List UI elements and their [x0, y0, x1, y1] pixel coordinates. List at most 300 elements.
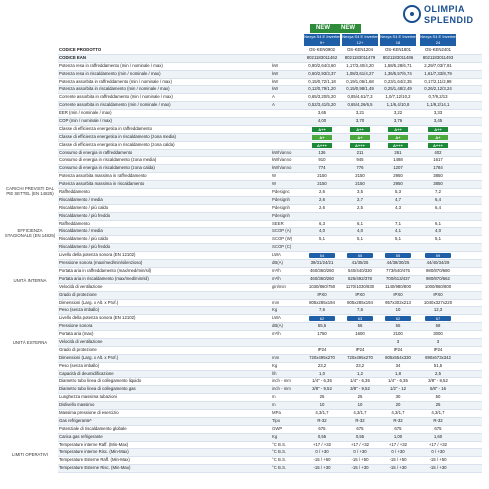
spec-label: COP (min / nominale / max)	[59, 118, 112, 124]
spec-value: 1,1/6,4/10,8	[386, 102, 410, 108]
spec-value: 211	[356, 149, 364, 155]
spec-row	[58, 150, 482, 158]
spec-value: 6,4	[435, 204, 441, 210]
spec-unit: SCOP (C)	[272, 244, 292, 250]
spec-value: 8021183011462	[306, 54, 338, 60]
spec-row	[58, 228, 482, 236]
spec-value: 1,2	[357, 370, 363, 376]
spec-row	[58, 110, 482, 118]
spec-unit: m³/h	[272, 331, 281, 337]
spec-row	[58, 402, 482, 410]
spec-label: Diametro tubo linea di collegamento liquido	[59, 378, 142, 384]
spec-value: 3,21	[355, 110, 365, 116]
spec-label: Raffreddamento	[59, 220, 90, 226]
spec-value: 6,1	[435, 220, 441, 226]
spec-value: 3	[396, 338, 400, 344]
sound-level-badge: 54	[309, 253, 335, 258]
model-header-2: Nexya S4 E Inverter 12+	[342, 34, 378, 45]
spec-value: 0,55	[355, 433, 365, 439]
spec-value	[342, 126, 378, 134]
spec-row	[58, 410, 482, 418]
spec-label: Potenza resa in raffreddamento (min / nominale / max)	[59, 62, 163, 68]
spec-value: 1/4" - 6,35	[350, 378, 370, 384]
spec-unit: inch - mm	[272, 378, 291, 384]
spec-value: R-32	[355, 417, 365, 423]
spec-value: 3,65	[317, 110, 327, 116]
spec-value	[420, 315, 456, 323]
spec-value: 20	[395, 402, 401, 408]
spec-value: 805x554x330	[385, 354, 411, 360]
spec-value: 774	[318, 165, 326, 171]
energy-class-badge: A+++	[388, 143, 408, 148]
spec-value: 4,3/1,7	[431, 409, 445, 415]
spec-value: 1/4" - 6,35	[312, 378, 332, 384]
spec-row	[58, 449, 482, 457]
section-label-carichi: CARICHI PREVISTI DAL PIE SETTEL (EN 14825)	[6, 186, 54, 196]
energy-class-badge: A+	[388, 135, 408, 140]
spec-label: Dimensioni (Larg. x Alt. x Prof.)	[59, 354, 119, 360]
spec-row	[58, 331, 482, 339]
spec-unit: GWP	[272, 425, 283, 431]
sound-level-badge: 63	[347, 316, 373, 321]
spec-label: Portata aria (max)	[59, 331, 94, 337]
spec-row	[58, 157, 482, 165]
spec-value: 261	[394, 149, 402, 155]
energy-class-badge: A++	[350, 127, 370, 132]
section-label-efficienza: EFFICIENZA STAGIONALE (EN 14825)	[4, 228, 56, 238]
spec-value: 3	[436, 338, 440, 344]
spec-value	[380, 142, 416, 150]
spec-unit: Kg	[272, 433, 278, 439]
spec-label: Consumo di energia in raffreddamento	[59, 149, 133, 155]
spec-unit: inch - mm	[272, 386, 291, 392]
spec-row	[58, 142, 482, 150]
spec-row	[58, 79, 482, 87]
spec-row	[58, 71, 482, 79]
spec-value	[342, 142, 378, 150]
spec-row	[58, 181, 482, 189]
spec-value: 805x285x194	[309, 299, 335, 305]
spec-value: 1784	[433, 165, 443, 171]
spec-unit: SCOP (A)	[272, 228, 292, 234]
spec-row	[58, 363, 482, 371]
spec-value: 25	[435, 402, 441, 408]
spec-value: 5,1	[435, 236, 441, 242]
spec-value: 2,5	[357, 204, 363, 210]
spec-value: 0 / +30	[431, 449, 445, 455]
spec-value: 1000/860/800	[424, 283, 452, 289]
spec-value: 0,65/4,26/6,5	[347, 102, 373, 108]
spec-label: Portata aria in riscaldamento (max/med/min/sil)	[59, 275, 149, 281]
spec-value: 2150	[355, 173, 365, 179]
spec-label: Temperature interne Raff. (Min-Max)	[59, 441, 129, 447]
spec-unit: °C B.S.	[272, 457, 287, 463]
spec-value: 1750	[317, 331, 327, 337]
spec-value: 2950	[393, 173, 403, 179]
spec-value: 39/31/24/21	[310, 260, 334, 266]
spec-label: Potenza assorbita in raffreddamento (min / nominale / max)	[59, 78, 172, 84]
spec-value: 4,3/1,7	[353, 409, 367, 415]
spec-unit: m³/h	[272, 275, 281, 281]
spec-row	[58, 173, 482, 181]
spec-unit: kW	[272, 62, 279, 68]
spec-unit: Pdesignh	[272, 212, 290, 218]
spec-unit: l/h	[272, 370, 277, 376]
spec-unit: SCOP (W)	[272, 236, 293, 242]
spec-value: 1,00	[393, 433, 403, 439]
spec-value: 773/640/475	[386, 267, 410, 273]
spec-value: 4,0	[319, 228, 325, 234]
spec-row	[58, 284, 482, 292]
spec-label: Temperature Esterne Raff. (Min-Max)	[59, 457, 130, 463]
spec-value: 1488	[393, 157, 403, 163]
spec-row	[58, 307, 482, 315]
spec-label: Pressione sonora	[59, 323, 93, 329]
spec-label: Classe di efficienza energetica in riscaldamento (zona media)	[59, 133, 176, 139]
brand-logo	[403, 2, 487, 30]
spec-value: 8021183011479	[344, 54, 376, 60]
spec-label: Grado di protezione	[59, 346, 97, 352]
section-label-esterna: UNITÀ ESTERNA	[12, 340, 48, 345]
spec-value: 4,3	[395, 204, 401, 210]
spec-value: 50	[435, 394, 441, 400]
spec-value: 25	[357, 394, 363, 400]
sound-level-badge: 59	[425, 253, 451, 258]
spec-value: 0,26/2,12/3,24	[424, 86, 452, 92]
spec-table	[58, 47, 482, 473]
spec-value: 5,1	[319, 236, 325, 242]
spec-row	[58, 339, 482, 347]
sound-level-badge: 62	[385, 316, 411, 321]
spec-label: Potenza resa in riscaldamento (min / nominale / max)	[59, 70, 161, 76]
spec-value: 0,15/0,72/1,18	[308, 78, 336, 84]
spec-value: -15 / +50	[429, 457, 447, 463]
spec-row	[58, 55, 482, 63]
spec-value: 776	[356, 165, 364, 171]
spec-value: 460/360/260	[310, 275, 334, 281]
spec-label: Riscaldamento / media	[59, 196, 103, 202]
spec-row	[58, 434, 482, 442]
spec-value: 1,61/7,33/8,79	[424, 70, 452, 76]
spec-value: 1/2" - 12	[389, 386, 407, 392]
spec-label: Riscaldamento / più caldo	[59, 204, 109, 210]
spec-label: Consumo di energia in riscaldamento (zona media)	[59, 157, 157, 163]
spec-value: 0,60/2,93/3,37	[308, 70, 336, 76]
spec-value	[304, 126, 340, 134]
spec-value: 1,0	[319, 370, 325, 376]
spec-unit: A	[272, 94, 275, 100]
spec-value	[304, 252, 340, 260]
spec-value: 136	[318, 149, 326, 155]
spec-value: 0 / +30	[315, 449, 329, 455]
spec-label: Potenza assorbita massima in riscaldamento	[59, 181, 145, 187]
spec-value: 625/492/378	[348, 275, 372, 281]
spec-value: OS-KEN1204	[346, 47, 374, 52]
spec-label: Corrente assorbita in raffreddamento (min / nominale / max)	[59, 94, 173, 100]
energy-class-badge: A+	[312, 135, 332, 140]
spec-label: Gas refrigerante*	[59, 417, 92, 423]
spec-label: Classe di efficienza energetica in riscaldamento (zona calda)	[59, 141, 175, 147]
spec-value: 1/4" - 6,35	[388, 378, 408, 384]
spec-value: 957x302x213	[385, 299, 411, 305]
spec-value: IP24	[317, 346, 327, 352]
spec-value: 0,15/0,98/1,49	[346, 86, 374, 92]
spec-value	[380, 126, 416, 134]
spec-unit: dB(A)	[272, 323, 283, 329]
energy-class-badge: A+++	[428, 143, 448, 148]
spec-value: 6,1	[357, 220, 363, 226]
spec-value: 0,17/2,11/2,98	[424, 78, 452, 84]
spec-label: Portata aria in raffreddamento (max/med/min/sil)	[59, 267, 152, 273]
brand-emblem-icon	[403, 5, 421, 23]
spec-value: IPX0	[317, 291, 327, 297]
spec-value: 3,33	[433, 110, 443, 116]
spec-value	[380, 134, 416, 142]
spec-value: 58	[435, 323, 441, 329]
spec-value: 0,65/3,20/5,20	[308, 94, 336, 100]
spec-row	[58, 260, 482, 268]
spec-label: Capacità di deumidificazione	[59, 370, 114, 376]
spec-value: +17 / +32	[388, 441, 408, 447]
spec-value: 23,2	[355, 362, 365, 368]
spec-row	[58, 386, 482, 394]
spec-value: 402	[434, 149, 442, 155]
spec-row	[58, 355, 482, 363]
spec-value: 7,2	[435, 189, 441, 195]
spec-value: IPX0	[393, 291, 403, 297]
spec-value: 0,23/1,64/2,35	[384, 78, 412, 84]
spec-value: 2150	[317, 173, 327, 179]
spec-value: 1040x327x220	[423, 299, 453, 305]
spec-unit: A	[272, 102, 275, 108]
spec-label: Temperature Esterne Risc. (Min-Max)	[59, 465, 131, 471]
spec-unit: kWh/anno	[272, 149, 292, 155]
spec-value: 55	[395, 323, 401, 329]
spec-value	[380, 252, 416, 260]
spec-row	[58, 300, 482, 308]
spec-value: 12,3	[433, 307, 443, 313]
spec-value: 3/8" - 9,52	[312, 386, 332, 392]
spec-label: Grado di protezione	[59, 291, 97, 297]
spec-row	[58, 371, 482, 379]
spec-value: 10	[319, 402, 325, 408]
spec-value: R-32	[393, 417, 403, 423]
spec-value: 3,76	[393, 118, 403, 124]
spec-value: 1207	[393, 165, 403, 171]
new-badge-1: NEW	[310, 24, 336, 33]
spec-unit: kW	[272, 70, 279, 76]
spec-value: 1,1/9,2/14,1	[426, 102, 450, 108]
spec-value: 6,4	[435, 196, 441, 202]
spec-unit: °C B.S.	[272, 449, 287, 455]
spec-value: 5,1	[357, 236, 363, 242]
spec-value	[342, 252, 378, 260]
spec-row	[58, 126, 482, 134]
spec-label: Corrente assorbita in riscaldamento (min / nominale / max)	[59, 102, 171, 108]
energy-class-badge: A+++	[312, 143, 332, 148]
spec-value: 10	[357, 402, 363, 408]
spec-value	[420, 142, 456, 150]
spec-value: 30	[395, 394, 401, 400]
spec-row	[58, 236, 482, 244]
spec-label: Potenziale di riscaldamento globale	[59, 425, 127, 431]
spec-unit: Pdesignc	[272, 189, 290, 195]
spec-row	[58, 315, 482, 323]
spec-value: 910	[318, 157, 326, 163]
spec-row	[58, 244, 482, 252]
spec-value: 1,36/5,57/6,74	[384, 70, 412, 76]
sound-level-badge: 55	[347, 253, 373, 258]
spec-value	[304, 315, 340, 323]
spec-value: 805x285x194	[347, 299, 373, 305]
energy-class-badge: A++	[388, 127, 408, 132]
spec-value: 3,70	[355, 118, 365, 124]
brand-name-line2: SPLENDID	[424, 15, 474, 25]
sound-level-badge: 62	[309, 316, 335, 321]
energy-class-badge: A+	[428, 135, 448, 140]
spec-value: 4,7	[395, 196, 401, 202]
spec-value: 2950	[393, 181, 403, 187]
spec-value: 2150	[317, 181, 327, 187]
spec-value: 0,12/0,79/1,20	[308, 86, 336, 92]
spec-value: 41/35/25	[351, 260, 369, 266]
spec-value: 7,1	[395, 220, 401, 226]
spec-value: -15 / +30	[429, 465, 447, 471]
spec-label: CODICE EAN	[59, 54, 86, 60]
spec-value: R-32	[433, 417, 443, 423]
spec-value: 0,7/9,2/13	[428, 94, 448, 100]
spec-value: 2,6	[319, 189, 325, 195]
spec-value: 890x673x342	[425, 354, 451, 360]
spec-value: OS-KEN2401	[424, 47, 452, 52]
spec-unit: kWh/anno	[272, 165, 292, 171]
spec-row	[58, 457, 482, 465]
spec-value: 4,1	[395, 228, 401, 234]
spec-unit: W	[272, 181, 277, 187]
spec-value	[342, 315, 378, 323]
spec-value: 5,1	[395, 236, 401, 242]
spec-value: 23,2	[317, 362, 327, 368]
spec-row	[58, 426, 482, 434]
spec-value: -15 / +50	[313, 457, 331, 463]
spec-value	[420, 134, 456, 142]
spec-value: 0,90/2,64/3,60	[308, 62, 336, 68]
spec-value: 2,7	[357, 196, 363, 202]
spec-value: 8021183011493	[422, 54, 454, 60]
spec-value: 1,60	[433, 433, 443, 439]
spec-value: IPX0	[433, 291, 443, 297]
spec-label: Diametro tubo linea di collegamento gas	[59, 386, 136, 392]
model-header-3: Nexya S4 E Inverter 18	[380, 34, 416, 45]
spec-value: 5,3	[395, 189, 401, 195]
spec-row	[58, 63, 482, 71]
spec-value: 3850	[433, 173, 443, 179]
model-header-4: Nexya S4 E Inverter 24	[420, 34, 456, 45]
spec-label: Peso (senza imballo)	[59, 362, 100, 368]
spec-value: 5/8" - 16	[429, 386, 447, 392]
spec-value: 2,5	[435, 370, 441, 376]
energy-class-badge: A++	[312, 127, 332, 132]
spec-value: 700/613/437	[386, 275, 410, 281]
spec-value: 460/360/260	[310, 267, 334, 273]
spec-value: 980/870/680	[426, 267, 450, 273]
spec-value: 7,6	[319, 307, 325, 313]
spec-value	[342, 134, 378, 142]
spec-row	[58, 418, 482, 426]
spec-value: 0 / +30	[353, 449, 367, 455]
spec-row	[58, 134, 482, 142]
spec-label: Riscaldamento / media	[59, 228, 103, 234]
spec-label: Riscaldamento / più freddo	[59, 212, 111, 218]
spec-value: IP24	[355, 346, 365, 352]
spec-value: 44/38/30/25	[386, 260, 410, 266]
spec-value	[420, 252, 456, 260]
spec-label: CODICE PRODOTTO	[59, 47, 102, 52]
spec-value: 945	[356, 157, 364, 163]
spec-label: Massima pressione di esercizio	[59, 409, 119, 415]
brand-name-line1: OLIMPIA	[424, 4, 465, 14]
section-label-limiti: LIMITI OPERATIVI	[12, 452, 48, 457]
spec-value: 51,5	[433, 362, 443, 368]
spec-value	[380, 315, 416, 323]
spec-label: EER (min / nominale / max)	[59, 110, 112, 116]
spec-unit: Pdesignh	[272, 204, 290, 210]
spec-label: Potenza assorbita massima in raffreddamento	[59, 173, 147, 179]
spec-value: 4,0	[435, 228, 441, 234]
spec-value: 0,19/1,06/1,68	[346, 78, 374, 84]
spec-value: 3850	[433, 181, 443, 187]
spec-value: R-32	[317, 417, 327, 423]
spec-value: 3/8" - 9,52	[428, 378, 448, 384]
spec-value: 4,00	[317, 118, 327, 124]
new-badge-2: NEW	[335, 24, 361, 33]
spec-value: 4,3/1,7	[391, 409, 405, 415]
spec-row	[58, 292, 482, 300]
spec-row	[58, 189, 482, 197]
spec-value: 2,6	[319, 196, 325, 202]
spec-value: 1,08/3,61/4,27	[346, 70, 374, 76]
spec-row	[58, 442, 482, 450]
spec-value: 3/8" - 9,52	[350, 386, 370, 392]
spec-value: +17 / +32	[428, 441, 448, 447]
spec-label: Potenza assorbita in riscaldamento (min / nominale / max)	[59, 86, 170, 92]
spec-value: 3000	[433, 331, 443, 337]
spec-value: 1170/1030/830	[345, 283, 375, 289]
spec-value: IP24	[393, 346, 403, 352]
spec-row	[58, 213, 482, 221]
sound-level-badge: 67	[425, 316, 451, 321]
spec-value: -15 / +30	[389, 465, 407, 471]
spec-row	[58, 94, 482, 102]
spec-unit: kW	[272, 86, 279, 92]
spec-row	[58, 197, 482, 205]
spec-unit: m³/h	[272, 267, 281, 273]
spec-value: 6,3	[319, 220, 325, 226]
spec-label: Velocità di ventilazione	[59, 338, 103, 344]
spec-label: Dislivello massimo	[59, 402, 95, 408]
spec-unit: Kg	[272, 307, 278, 313]
spec-unit: LWA	[272, 315, 281, 321]
sound-level-badge: 55	[385, 253, 411, 258]
spec-row	[58, 102, 482, 110]
spec-row	[58, 165, 482, 173]
spec-row	[58, 465, 482, 473]
spec-unit: LWA	[272, 252, 281, 258]
energy-class-badge: A+	[350, 135, 370, 140]
spec-value: 55,5	[317, 323, 327, 329]
spec-value: +17 / +32	[312, 441, 332, 447]
spec-value: 10	[395, 307, 401, 313]
